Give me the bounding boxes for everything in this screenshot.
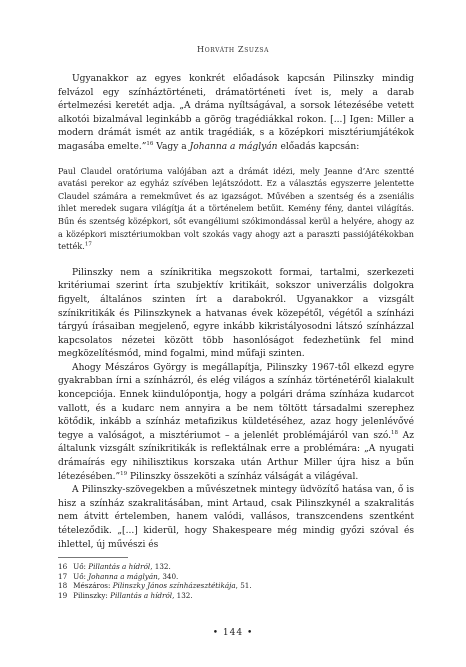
paragraph-1-text-a: Ugyanakkor az egyes konkrét előadások kapcsán Pilinszky mindig felvázol egy színháztörténeti, drámatörténeti ívet is, mely a darab értelmezési keretét adja. „A dráma nyíltságával, a sorsok létezésébe vetett alkotói bizalmával leginkább a görög tragédiákkal rokon. [...] Igen: Miller a modern drámát ismét az antik tragédiák, s a középkori misztériumjátékok magasába emelte.” [58, 74, 414, 152]
footnote-ref-17[interactable]: 17 [84, 241, 92, 248]
footnote-title: Pilinszky János színházesztétikája [112, 581, 236, 591]
footnote-ref-16[interactable]: 16 [146, 140, 154, 147]
block-quote [58, 165, 414, 253]
footnote-ref-18[interactable]: 18 [391, 429, 399, 436]
paragraph-3-text-a: Ahogy Mészáros György is megállapítja, Pilinszky 1967-től elkezd egyre gyakrabban írni a színházról, és elég világos a színház történetéről kialakult koncepciója. Ennek kiindulópontja, hogy a polgári dráma színháza kudarcot vallott, és a kudarc nem annyira a be nem töltött társadalmi szerephez kötődik, inkább a színház metafizikus küldetéséhez, azaz hogy jelenlévővé tegye a valóságot, a misztériumot – a jelenlét problémájáról van szó. [58, 362, 414, 441]
footnote-title: Pillantás a hídról [110, 590, 173, 600]
work-title: Johanna a máglyán [189, 141, 278, 152]
footnote-author: Pilinszky: [73, 590, 111, 600]
running-head: Horváth Zsuzsa [197, 44, 269, 54]
footnote-number: 17 [58, 571, 68, 581]
footnote-page: , 132. [172, 590, 193, 600]
paragraph-4: A Pilinszky-szövegekben a művészetnek mintegy üdvözítő hatása van, ő is hisz a színház szakralitásában, mint Artaud, csak Pilinszkynél a szakralitás nem átvitt értelemben, hanem valódi, vallásos, transzcendens szentként tételeződik. „[...] kiderül, hogy Shakespeare még mindig győzi szóval és ihlettel, új művészi és [58, 485, 414, 550]
footnote-title: Johanna a máglyán [88, 571, 158, 581]
footnote-author: Mészáros: [73, 581, 113, 591]
footnote-17 [58, 572, 414, 582]
footnote-author: Uő: [73, 571, 89, 581]
footnotes [58, 557, 414, 600]
footnote-title: Pillantás a hídról [88, 562, 151, 571]
footnote-page: , 132. [150, 562, 171, 571]
paragraph-2: Pilinszky nem a színikritika megszokott formai, tartalmi, szerkezeti kritériumai szerint írta szubjektív kritikáit, sokszor univerzális dolgokra figyelt, általános szinten írt a darabokról. Ugyanakkor a vizsgált színikritikák és Pilinszkynek a hatvanas évek közepétől, végétől a színházi tárgyú írásaiban megjelenő, egyre inkább kikristályosodni látszó színházzal kapcsolatos nézetei között több hasonlóságot fedezhetünk fel mind megközelítésmód, mind fogalmi, mind műfaji szinten. [58, 267, 414, 360]
footnote-page: , 340. [157, 571, 179, 581]
paragraph-3-text-b: Az általunk vizsgált színikritikák is reflektálnak erre a problémára: „A nyugati drámaírás egy nihilisztikus korszaka után Arthur Miller újra hisz a bűn létezésében.” [58, 430, 415, 482]
footnote-18 [58, 581, 414, 591]
footnote-19 [58, 591, 414, 601]
footnote-ref-19[interactable]: 19 [120, 470, 128, 477]
body-text [58, 73, 414, 552]
paragraph-3-text-c: Pilinszky összeköti a színház válságát a világéval. [127, 471, 359, 482]
block-quote-text: Paul Claudel oratóriuma valójában azt a drámát idézi, mely Jeanne d’Arc szentté avatási perekor az egyház szívében lejátszódott. Ez a választás egyszerre jelentette Claudel számára a remekművet és az igazságot. Művében a szentség és a zseniális ihlet meredek sugara világítja át a történelem betűit. Kemény fény, dantei világítás. Bűn és szentség középkori, sőt evangéliumi szókimondással kerül a helyére, ahogy az a középkori misztériumokban volt szokás vagy ahogy azt a paraszti passiójátékokban tették. [58, 165, 414, 252]
paragraph-1-text-b: Vagy a [153, 141, 190, 152]
footnote-page: , 51. [235, 581, 252, 591]
paragraph-1-text-c: előadás kapcsán: [277, 141, 360, 152]
footnote-number: 19 [58, 590, 68, 600]
paragraph-3 [58, 362, 414, 484]
page-number: • 144 • [212, 628, 254, 638]
footnote-number: 16 [58, 562, 68, 571]
footnote-number: 18 [58, 581, 68, 591]
footnote-rule [58, 557, 128, 558]
paragraph-1 [58, 73, 414, 155]
footnote-16 [58, 562, 414, 572]
footnote-author: Uő: [73, 562, 89, 571]
